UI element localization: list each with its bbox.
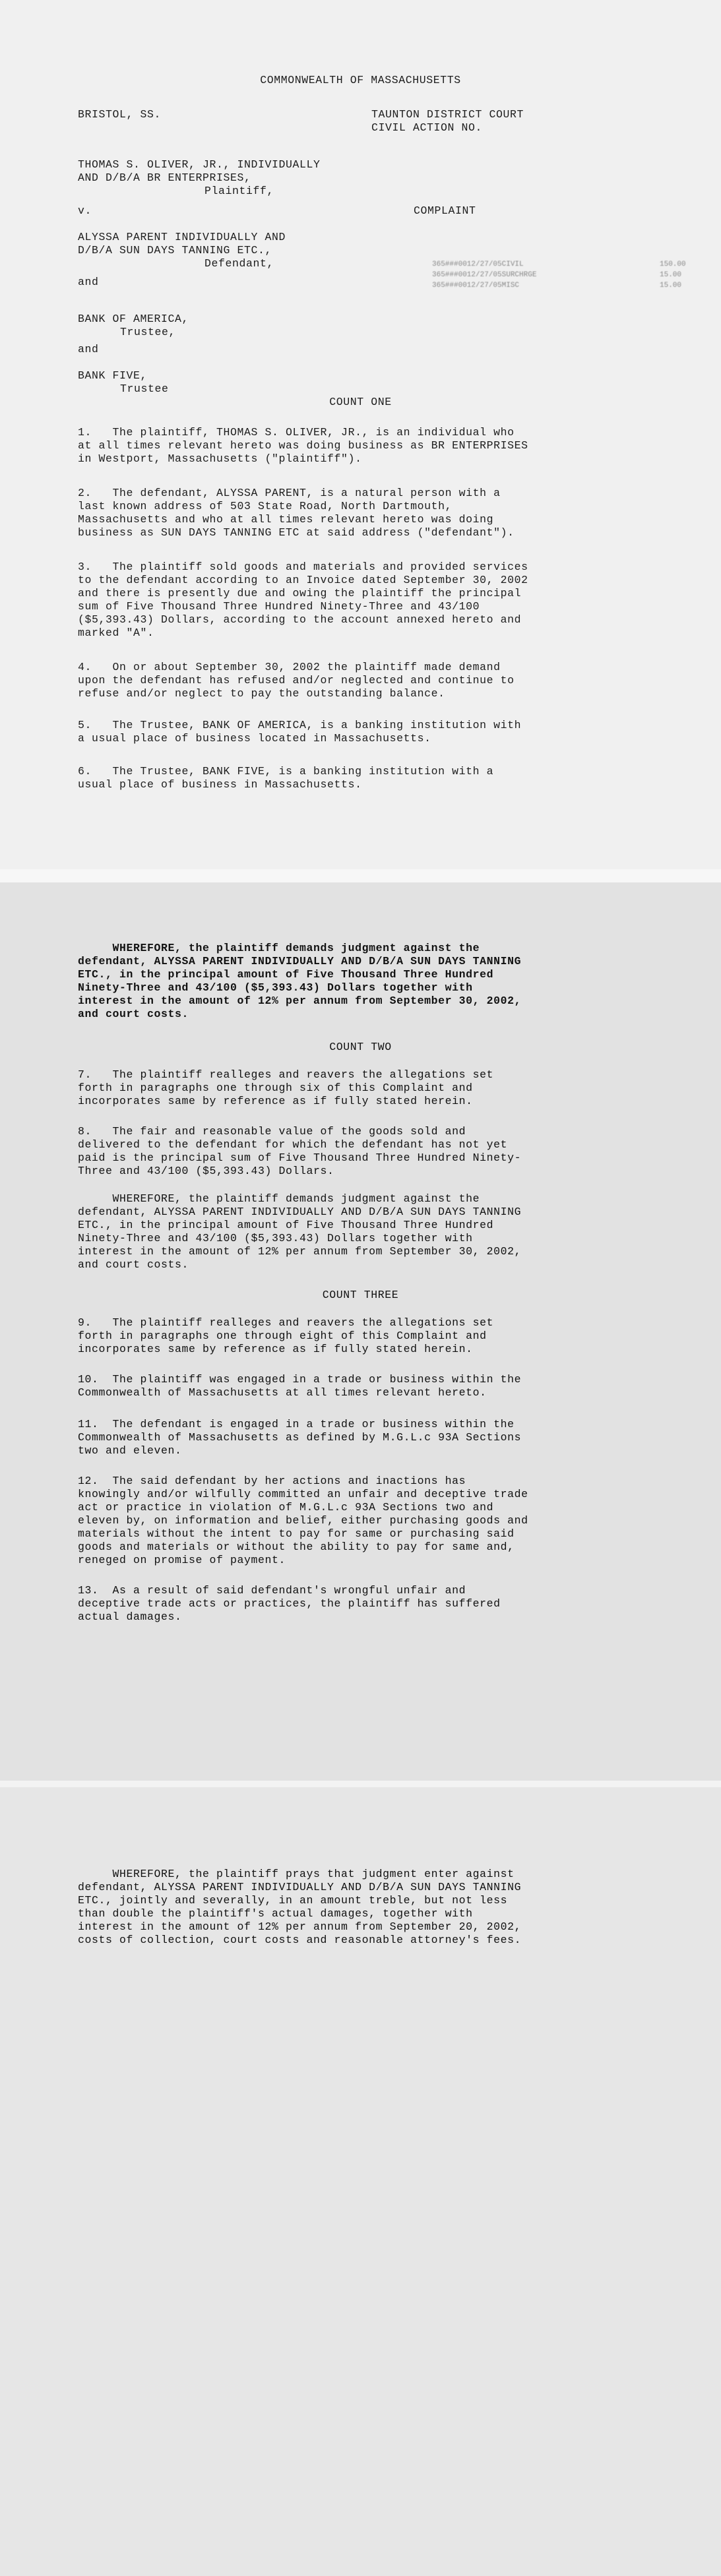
civil-action-number: CIVIL ACTION NO. — [371, 121, 483, 134]
page-2 — [0, 882, 721, 1781]
paragraph-line: in Westport, Massachusetts ("plaintiff"). — [78, 452, 362, 465]
paragraph-line: upon the defendant has refused and/or neglected and continue to — [78, 674, 515, 687]
paragraph-line: Massachusetts and who at all times relevant hereto was doing — [78, 513, 494, 526]
filing-stamp-amount: 15.00 — [660, 282, 682, 290]
filing-stamp-line: 365###0012/27/05CIVIL — [432, 261, 524, 268]
paragraph-line: 12. The said defendant by her actions and inactions has — [78, 1475, 466, 1487]
paragraph-line: reneged on promise of payment. — [78, 1554, 286, 1566]
paragraph-line: WHEREFORE, the plaintiff demands judgment against the — [78, 942, 480, 954]
paragraph-line: Ninety-Three and 43/100 ($5,393.43) Dollars together with — [78, 981, 473, 994]
paragraph-line: at all times relevant hereto was doing business as BR ENTERPRISES — [78, 439, 528, 452]
paragraph-line: 4. On or about September 30, 2002 the plaintiff made demand — [78, 661, 501, 673]
document-title: COMPLAINT — [414, 204, 476, 217]
paragraph-line: forth in paragraphs one through eight of this Complaint and — [78, 1330, 487, 1342]
paragraph-line: paid is the principal sum of Five Thousand Three Hundred Ninety- — [78, 1151, 522, 1164]
paragraph-line: 7. The plaintiff realleges and reavers the allegations set — [78, 1068, 494, 1081]
filing-stamp-amount: 150.00 — [660, 261, 686, 268]
count-three-heading: COUNT THREE — [322, 1289, 399, 1301]
paragraph-line: defendant, ALYSSA PARENT INDIVIDUALLY AND D/B/A SUN DAYS TANNING — [78, 1881, 522, 1893]
paragraph-line: defendant, ALYSSA PARENT INDIVIDUALLY AND D/B/A SUN DAYS TANNING — [78, 1206, 522, 1218]
paragraph-line: WHEREFORE, the plaintiff demands judgment against the — [78, 1192, 480, 1205]
trustee-1-role: Trustee, — [120, 326, 176, 338]
paragraph-line: 8. The fair and reasonable value of the goods sold and — [78, 1125, 466, 1138]
paragraph-line: marked "A". — [78, 627, 154, 639]
paragraph-line: ETC., in the principal amount of Five Thousand Three Hundred — [78, 968, 494, 981]
commonwealth-heading: COMMONWEALTH OF MASSACHUSETTS — [260, 74, 461, 86]
paragraph-line: business as SUN DAYS TANNING ETC at said address ("defendant"). — [78, 526, 515, 539]
paragraph-line: to the defendant according to an Invoice dated September 30, 2002 — [78, 574, 528, 586]
paragraph-line: WHEREFORE, the plaintiff prays that judgment enter against — [78, 1868, 515, 1880]
versus: v. — [78, 204, 92, 217]
paragraph-line: goods and materials or without the ability to pay for same and, — [78, 1541, 515, 1553]
paragraph-line: interest in the amount of 12% per annum from September 30, 2002, — [78, 1245, 522, 1258]
page-1 — [0, 0, 721, 869]
page-separator — [0, 1781, 721, 1787]
paragraph-line: ETC., jointly and severally, in an amount treble, but not less — [78, 1894, 508, 1907]
filing-stamp-amount: 15.00 — [660, 271, 682, 279]
paragraph-line: costs of collection, court costs and reasonable attorney's fees. — [78, 1934, 522, 1946]
paragraph-line: usual place of business in Massachusetts. — [78, 778, 362, 791]
page-separator — [0, 869, 721, 882]
paragraph-line: a usual place of business located in Massachusetts. — [78, 732, 431, 745]
paragraph-line: interest in the amount of 12% per annum from September 20, 2002, — [78, 1920, 522, 1933]
trustee-2-name: BANK FIVE, — [78, 369, 148, 382]
paragraph-line: materials without the intent to pay for same or purchasing said — [78, 1527, 515, 1540]
paragraph-line: 1. The plaintiff, THOMAS S. OLIVER, JR., is an individual who — [78, 426, 515, 439]
paragraph-line: eleven by, on information and belief, either purchasing goods and — [78, 1514, 528, 1527]
paragraph-line: Ninety-Three and 43/100 ($5,393.43) Dollars together with — [78, 1232, 473, 1244]
paragraph-line: interest in the amount of 12% per annum from September 30, 2002, — [78, 995, 522, 1007]
defendant-role: Defendant, — [204, 257, 274, 270]
filing-stamp-line: 365###0012/27/05SURCHRGE — [432, 271, 537, 279]
paragraph-line: Commonwealth of Massachusetts as defined by M.G.L.c 93A Sections — [78, 1431, 522, 1444]
paragraph-line: 10. The plaintiff was engaged in a trade or business within the — [78, 1373, 522, 1386]
plaintiff-dba: AND D/B/A BR ENTERPRISES, — [78, 171, 251, 184]
and-connector: and — [78, 343, 99, 355]
paragraph-line: and court costs. — [78, 1008, 189, 1020]
county: BRISTOL, SS. — [78, 108, 162, 121]
paragraph-line: forth in paragraphs one through six of this Complaint and — [78, 1082, 473, 1094]
court-name: TAUNTON DISTRICT COURT — [371, 108, 524, 121]
paragraph-line: two and eleven. — [78, 1444, 182, 1457]
paragraph-line: 5. The Trustee, BANK OF AMERICA, is a banking institution with — [78, 719, 522, 731]
page-3 — [0, 1787, 721, 2576]
paragraph-line: knowingly and/or wilfully committed an unfair and deceptive trade — [78, 1488, 528, 1500]
defendant-dba: D/B/A SUN DAYS TANNING ETC., — [78, 244, 272, 257]
trustee-2-role: Trustee — [120, 383, 169, 395]
paragraph-line: refuse and/or neglect to pay the outstanding balance. — [78, 687, 445, 700]
paragraph-line: incorporates same by reference as if fully stated herein. — [78, 1095, 473, 1107]
paragraph-line: 9. The plaintiff realleges and reavers the allegations set — [78, 1316, 494, 1329]
paragraph-line: than double the plaintiff's actual damages, together with — [78, 1907, 473, 1920]
paragraph-line: and there is presently due and owing the plaintiff the principal — [78, 587, 522, 599]
paragraph-line: and court costs. — [78, 1258, 189, 1271]
paragraph-line: last known address of 503 State Road, North Dartmouth, — [78, 500, 453, 512]
paragraph-line: delivered to the defendant for which the defendant has not yet — [78, 1138, 508, 1151]
paragraph-line: ($5,393.43) Dollars, according to the account annexed hereto and — [78, 613, 522, 626]
paragraph-line: deceptive trade acts or practices, the plaintiff has suffered — [78, 1597, 501, 1610]
paragraph-line: 11. The defendant is engaged in a trade or business within the — [78, 1418, 515, 1430]
count-two-heading: COUNT TWO — [329, 1041, 392, 1053]
paragraph-line: incorporates same by reference as if fully stated herein. — [78, 1343, 473, 1355]
count-one-heading: COUNT ONE — [329, 396, 392, 408]
paragraph-line: 6. The Trustee, BANK FIVE, is a banking institution with a — [78, 765, 494, 778]
paragraph-line: 2. The defendant, ALYSSA PARENT, is a natural person with a — [78, 487, 501, 499]
paragraph-line: actual damages. — [78, 1610, 182, 1623]
paragraph-line: act or practice in violation of M.G.L.c 93A Sections two and — [78, 1501, 494, 1514]
defendant-name: ALYSSA PARENT INDIVIDUALLY AND — [78, 231, 286, 243]
paragraph-line: 3. The plaintiff sold goods and materials and provided services — [78, 561, 528, 573]
paragraph-line: Three and 43/100 ($5,393.43) Dollars. — [78, 1165, 334, 1177]
paragraph-line: defendant, ALYSSA PARENT INDIVIDUALLY AND D/B/A SUN DAYS TANNING — [78, 955, 522, 967]
plaintiff-name: THOMAS S. OLIVER, JR., INDIVIDUALLY — [78, 158, 321, 171]
paragraph-line: sum of Five Thousand Three Hundred Ninety-Three and 43/100 — [78, 600, 480, 613]
plaintiff-role: Plaintiff, — [204, 185, 274, 197]
paragraph-line: ETC., in the principal amount of Five Thousand Three Hundred — [78, 1219, 494, 1231]
paragraph-line: Commonwealth of Massachusetts at all times relevant hereto. — [78, 1386, 487, 1399]
and-connector: and — [78, 276, 99, 288]
filing-stamp-line: 365###0012/27/05MISC — [432, 282, 520, 290]
trustee-1-name: BANK OF AMERICA, — [78, 313, 189, 325]
paragraph-line: 13. As a result of said defendant's wrongful unfair and — [78, 1584, 466, 1597]
